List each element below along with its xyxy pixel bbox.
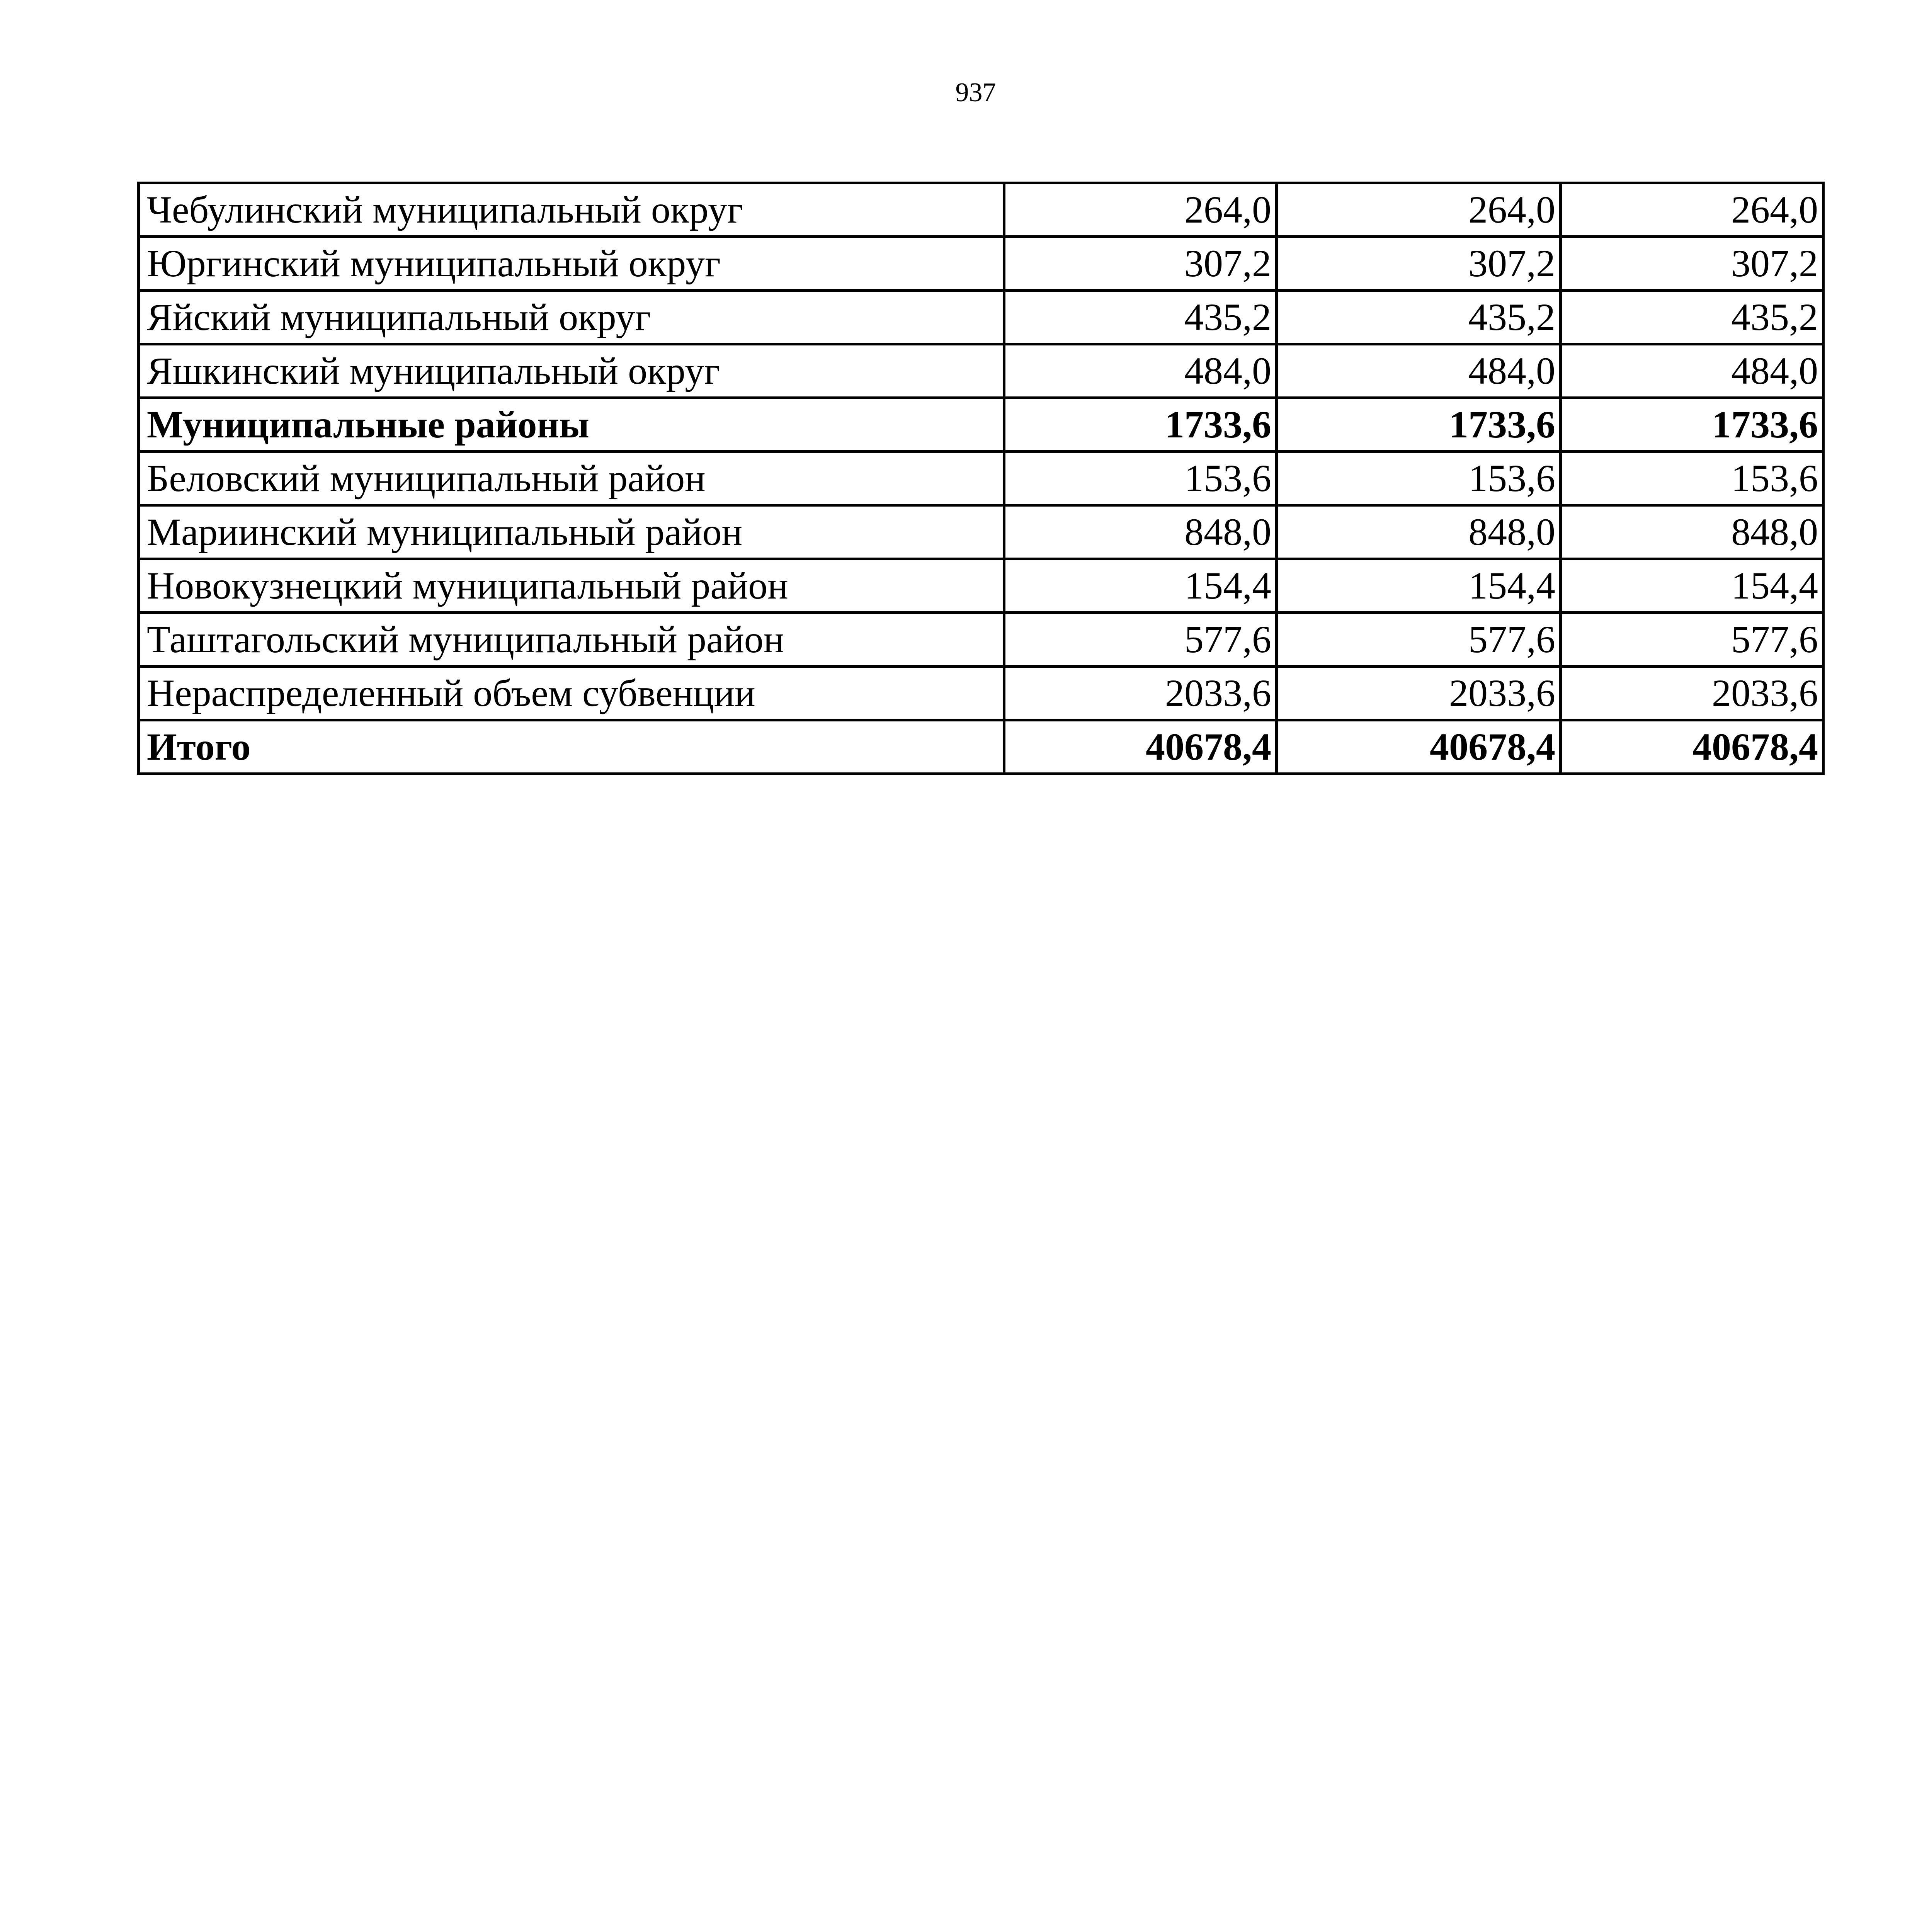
municipality-name-cell: Таштагольский муниципальный район <box>139 613 1004 667</box>
table-row <box>139 291 1823 344</box>
subtotal-label-cell: Муниципальные районы <box>139 398 1004 452</box>
value-cell-2: 435,2 <box>1277 291 1561 344</box>
value-cell-2: 264,0 <box>1277 183 1561 237</box>
municipality-name-cell: Яйский муниципальный округ <box>139 291 1004 344</box>
total-value-cell-1: 40678,4 <box>1004 720 1277 774</box>
value-cell-1: 2033,6 <box>1004 667 1277 720</box>
value-cell-3: 484,0 <box>1561 344 1823 398</box>
table-row <box>139 344 1823 398</box>
municipality-name-cell: Нераспределенный объем субвенции <box>139 667 1004 720</box>
page-number: 937 <box>955 78 996 107</box>
value-cell-3: 307,2 <box>1561 237 1823 291</box>
value-cell-3: 2033,6 <box>1561 667 1823 720</box>
value-cell-1: 435,2 <box>1004 291 1277 344</box>
table-row <box>139 183 1823 237</box>
total-value-cell-2: 40678,4 <box>1277 720 1561 774</box>
subvention-table <box>137 182 1825 775</box>
municipality-name-cell: Новокузнецкий муниципальный район <box>139 559 1004 613</box>
municipality-name-cell: Чебулинский муниципальный округ <box>139 183 1004 237</box>
value-cell-3: 848,0 <box>1561 505 1823 559</box>
value-cell-3: 264,0 <box>1561 183 1823 237</box>
subtotal-value-cell-2: 1733,6 <box>1277 398 1561 452</box>
subtotal-value-cell-3: 1733,6 <box>1561 398 1823 452</box>
municipality-name-cell: Беловский муниципальный район <box>139 452 1004 505</box>
value-cell-2: 153,6 <box>1277 452 1561 505</box>
value-cell-3: 154,4 <box>1561 559 1823 613</box>
value-cell-2: 2033,6 <box>1277 667 1561 720</box>
value-cell-3: 577,6 <box>1561 613 1823 667</box>
value-cell-1: 153,6 <box>1004 452 1277 505</box>
table-row <box>139 559 1823 613</box>
value-cell-2: 307,2 <box>1277 237 1561 291</box>
table-row <box>139 505 1823 559</box>
value-cell-1: 577,6 <box>1004 613 1277 667</box>
table-row <box>139 667 1823 720</box>
municipality-name-cell: Мариинский муниципальный район <box>139 505 1004 559</box>
value-cell-1: 307,2 <box>1004 237 1277 291</box>
value-cell-1: 264,0 <box>1004 183 1277 237</box>
table-row <box>139 452 1823 505</box>
municipality-name-cell: Яшкинский муниципальный округ <box>139 344 1004 398</box>
value-cell-2: 484,0 <box>1277 344 1561 398</box>
value-cell-2: 154,4 <box>1277 559 1561 613</box>
table-row <box>139 237 1823 291</box>
subtotal-value-cell-1: 1733,6 <box>1004 398 1277 452</box>
value-cell-2: 848,0 <box>1277 505 1561 559</box>
municipality-name-cell: Юргинский муниципальный округ <box>139 237 1004 291</box>
value-cell-1: 484,0 <box>1004 344 1277 398</box>
subtotal-row <box>139 398 1823 452</box>
value-cell-3: 153,6 <box>1561 452 1823 505</box>
total-value-cell-3: 40678,4 <box>1561 720 1823 774</box>
value-cell-2: 577,6 <box>1277 613 1561 667</box>
total-label-cell: Итого <box>139 720 1004 774</box>
total-row <box>139 720 1823 774</box>
value-cell-1: 154,4 <box>1004 559 1277 613</box>
value-cell-1: 848,0 <box>1004 505 1277 559</box>
value-cell-3: 435,2 <box>1561 291 1823 344</box>
table-row <box>139 613 1823 667</box>
